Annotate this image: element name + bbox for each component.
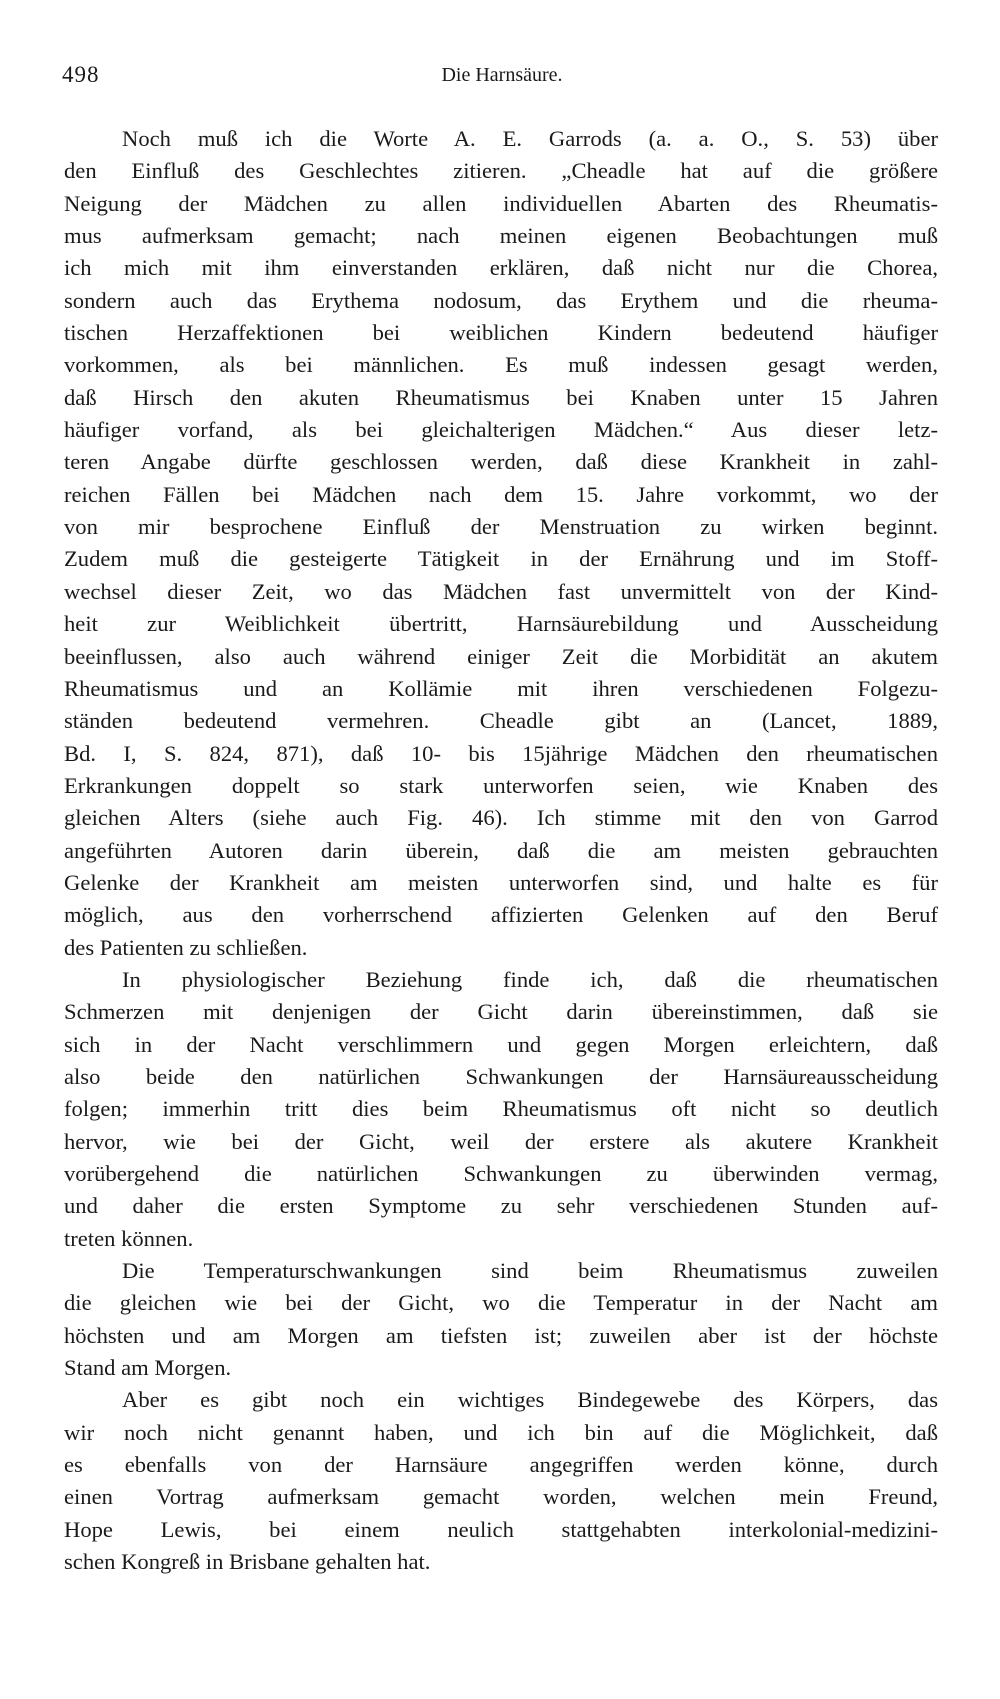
text-line: Erkrankungen doppelt so stark unterworfen seien, wie Knaben des bbox=[64, 772, 938, 798]
text-line: von mir besprochene Einfluß der Menstruation zu wirken beginnt. bbox=[64, 514, 938, 540]
text-line: Neigung der Mädchen zu allen individuellen Abarten des Rheumatis- bbox=[64, 190, 938, 216]
text-line: tischen Herzaffektionen bei weiblichen Kindern bedeutend häufiger bbox=[64, 320, 938, 346]
text-line: teren Angabe dürfte geschlossen werden, daß diese Krankheit in zahl- bbox=[64, 449, 938, 475]
text-line: Zudem muß die gesteigerte Tätigkeit in der Ernährung und im Stoff- bbox=[64, 546, 938, 572]
text-line: mus aufmerksam gemacht; nach meinen eigenen Beobachtungen muß bbox=[64, 223, 938, 249]
text-line: treten können. bbox=[64, 1225, 194, 1251]
text-line: sich in der Nacht verschlimmern und gegen Morgen erleichtern, daß bbox=[64, 1031, 938, 1057]
text-line: wir noch nicht genannt haben, und ich bin auf die Möglichkeit, daß bbox=[64, 1419, 938, 1445]
text-line: Schmerzen mit denjenigen der Gicht darin übereinstimmen, daß sie bbox=[64, 999, 938, 1025]
text-line: hervor, wie bei der Gicht, weil der erstere als akutere Krankheit bbox=[64, 1128, 938, 1154]
text-line: folgen; immerhin tritt dies beim Rheumatismus oft nicht so deutlich bbox=[64, 1096, 938, 1122]
text-line: angeführten Autoren darin überein, daß die am meisten gebrauchten bbox=[64, 837, 938, 863]
text-line: also beide den natürlichen Schwankungen der Harnsäureausscheidung bbox=[64, 1063, 938, 1089]
text-line: des Patienten zu schließen. bbox=[64, 934, 308, 960]
text-line: vorkommen, als bei männlichen. Es muß indessen gesagt werden, bbox=[64, 352, 938, 378]
text-line: einen Vortrag aufmerksam gemacht worden, welchen mein Freund, bbox=[64, 1484, 938, 1510]
text-line: den Einfluß des Geschlechtes zitieren. „Cheadle hat auf die größere bbox=[64, 158, 938, 184]
page-header bbox=[62, 62, 942, 96]
text-line: ich mich mit ihm einverstanden erklären, daß nicht nur die Chorea, bbox=[64, 255, 938, 281]
text-line: und daher die ersten Symptome zu sehr verschiedenen Stunden auf- bbox=[64, 1193, 938, 1219]
body-text bbox=[64, 123, 938, 1578]
text-line: gleichen Alters (siehe auch Fig. 46). Ich stimme mit den von Garrod bbox=[64, 805, 938, 831]
text-line: möglich, aus den vorherrschend affizierten Gelenken auf den Beruf bbox=[64, 902, 938, 928]
text-line: Aber es gibt noch ein wichtiges Bindegewebe des Körpers, das bbox=[122, 1387, 938, 1413]
text-line: ständen bedeutend vermehren. Cheadle gibt an (Lancet, 1889, bbox=[64, 708, 938, 734]
text-line: Bd. I, S. 824, 871), daß 10- bis 15jährige Mädchen den rheumatischen bbox=[64, 740, 938, 766]
text-line: heit zur Weiblichkeit übertritt, Harnsäurebildung und Ausscheidung bbox=[64, 611, 938, 637]
text-line: höchsten und am Morgen am tiefsten ist; zuweilen aber ist der höchste bbox=[64, 1322, 938, 1348]
text-line: reichen Fällen bei Mädchen nach dem 15. Jahre vorkommt, wo der bbox=[64, 481, 938, 507]
text-line: In physiologischer Beziehung finde ich, daß die rheumatischen bbox=[122, 966, 938, 992]
text-line: Gelenke der Krankheit am meisten unterworfen sind, und halte es für bbox=[64, 869, 938, 895]
text-line: Stand am Morgen. bbox=[64, 1355, 232, 1381]
text-line: sondern auch das Erythema nodosum, das Erythem und die rheuma- bbox=[64, 287, 938, 313]
text-line: daß Hirsch den akuten Rheumatismus bei Knaben unter 15 Jahren bbox=[64, 384, 938, 410]
text-line: wechsel dieser Zeit, wo das Mädchen fast unvermittelt von der Kind- bbox=[64, 578, 938, 604]
text-line: Die Temperaturschwankungen sind beim Rheumatismus zuweilen bbox=[122, 1258, 938, 1284]
text-line: Hope Lewis, bei einem neulich stattgehabten interkolonial-medizini- bbox=[64, 1516, 938, 1542]
text-line: Noch muß ich die Worte A. E. Garrods (a. a. O., S. 53) über bbox=[122, 126, 938, 151]
text-line: häufiger vorfand, als bei gleichalterigen Mädchen.“ Aus dieser letz- bbox=[64, 417, 938, 443]
text-line: schen Kongreß in Brisbane gehalten hat. bbox=[64, 1549, 431, 1575]
running-title: Die Harnsäure. bbox=[441, 64, 563, 86]
page-number: 498 bbox=[62, 62, 100, 87]
text-line: beeinflussen, also auch während einiger Zeit die Morbidität an akutem bbox=[64, 643, 938, 669]
text-line: die gleichen wie bei der Gicht, wo die Temperatur in der Nacht am bbox=[64, 1290, 938, 1316]
text-line: es ebenfalls von der Harnsäure angegriffen werden könne, durch bbox=[64, 1452, 938, 1478]
text-line: vorübergehend die natürlichen Schwankungen zu überwinden vermag, bbox=[64, 1161, 938, 1186]
text-line: Rheumatismus und an Kollämie mit ihren verschiedenen Folgezu- bbox=[64, 675, 938, 701]
